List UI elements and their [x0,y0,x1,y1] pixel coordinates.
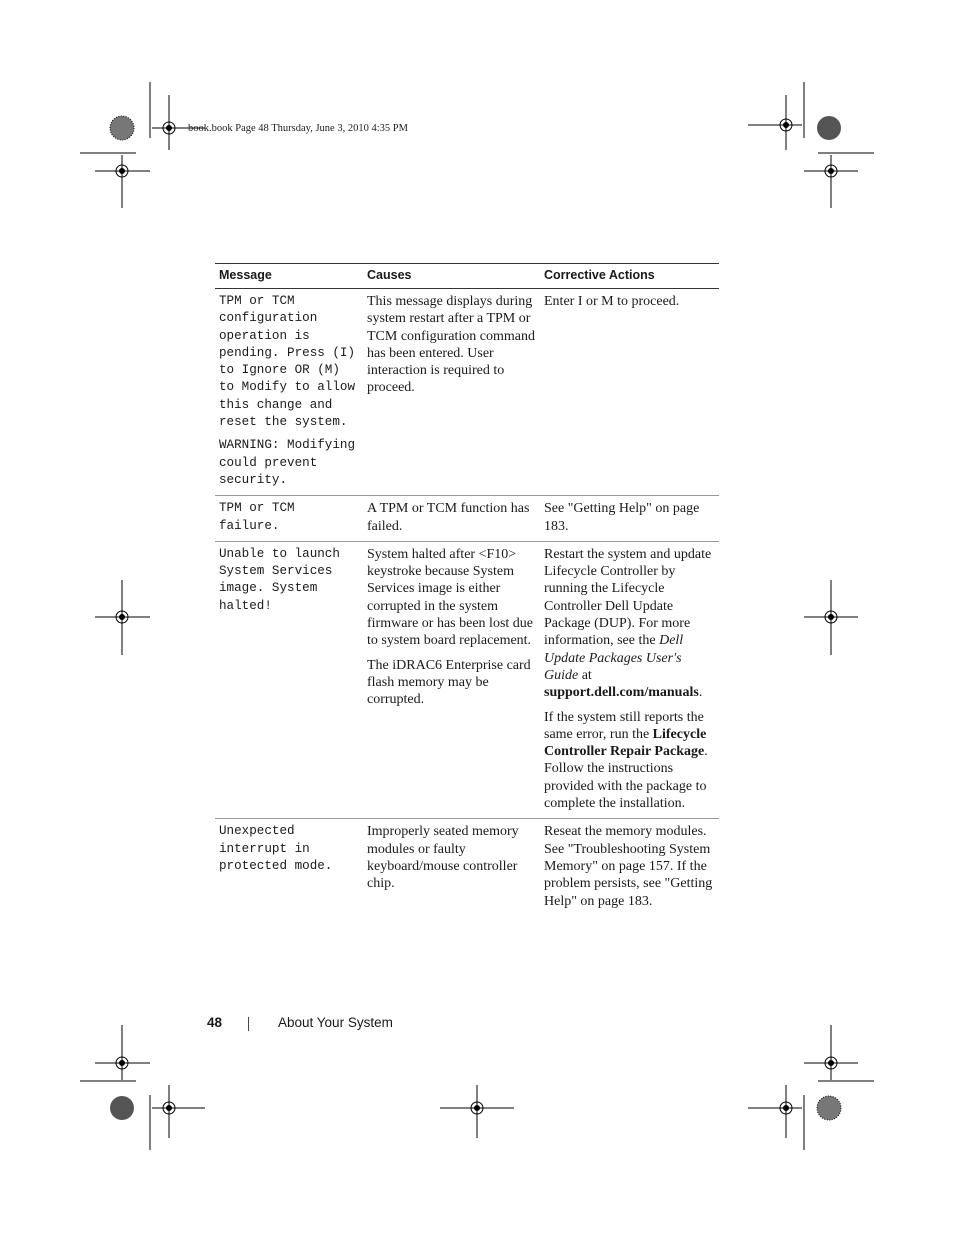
actions-text: Restart the system and update Lifecycle Controller by running the Lifecycle Controller Dell Update Package (DUP). For more information, see the [544,546,712,649]
causes-text: Improperly seated memory modules or faulty keyboard/mouse controller chip. [367,824,519,892]
actions-text: If the system still reports the same error, run the [544,709,704,742]
message-text: TPM or TCM configuration operation is pending. Press (I) to Ignore OR (M) to Modify to allow this change and reset the system. [219,294,356,430]
causes-text: A TPM or TCM function has failed. [367,501,530,534]
causes-text: The iDRAC6 Enterprise card flash memory may be corrupted. [367,657,531,708]
message-text: Unexpected interrupt in protected mode. [219,824,333,873]
table-header-row [215,264,719,289]
table-row [215,496,719,542]
table-row [215,819,719,916]
actions-paragraph [544,709,715,813]
header-causes: Causes [363,264,540,289]
table-row [215,289,719,496]
causes-text: System halted after <F10> keystroke because System Services image is either corrupted in the system firmware or has been lost due to system board replacement. [367,546,533,649]
message-cell [215,819,363,916]
message-text: Unable to launch System Services image. System halted! [219,546,340,613]
message-cell [215,541,363,818]
actions-text: Enter I or M to proceed. [544,294,680,309]
causes-text: This message displays during system restart after a TPM or TCM configuration command has been entered. User interaction is required to proceed. [367,294,535,396]
support-link[interactable]: support.dell.com/manuals [544,685,699,701]
message-cell [215,289,363,496]
header-message: Message [215,264,363,289]
causes-cell [363,541,540,818]
actions-text: at [578,667,592,683]
actions-text: See "Getting Help" on page 183. [544,501,700,534]
footer-divider [248,1017,249,1031]
message-text: TPM or TCM failure. [219,501,295,533]
message-text: WARNING: Modifying could prevent security. [219,438,356,487]
message-cell [215,496,363,542]
print-slug: book.book Page 48 Thursday, June 3, 2010 4:35 PM [188,123,408,134]
repair-package-name: Lifecycle Controller Repair Package [544,726,707,760]
guide-title: Dell Update Packages User's Guide [544,633,684,683]
actions-text: . [698,685,703,701]
causes-cell [363,289,540,496]
actions-cell [540,496,719,542]
actions-text: Reseat the memory modules. See "Troubleshooting System Memory" on page 157. If the problem persists, see "Getting Help" on page 183. [544,824,713,909]
actions-cell [540,819,719,916]
error-message-table [215,263,719,916]
table-row [215,541,719,818]
causes-cell [363,496,540,542]
section-title: About Your System [278,1015,393,1030]
actions-text: . Follow the instructions provided with the package to complete the installation. [544,744,708,812]
header-corrective-actions: Corrective Actions [540,264,719,289]
causes-cell [363,819,540,916]
page-number: 48 [207,1015,223,1030]
actions-paragraph [544,546,715,702]
actions-cell [540,541,719,818]
actions-cell [540,289,719,496]
